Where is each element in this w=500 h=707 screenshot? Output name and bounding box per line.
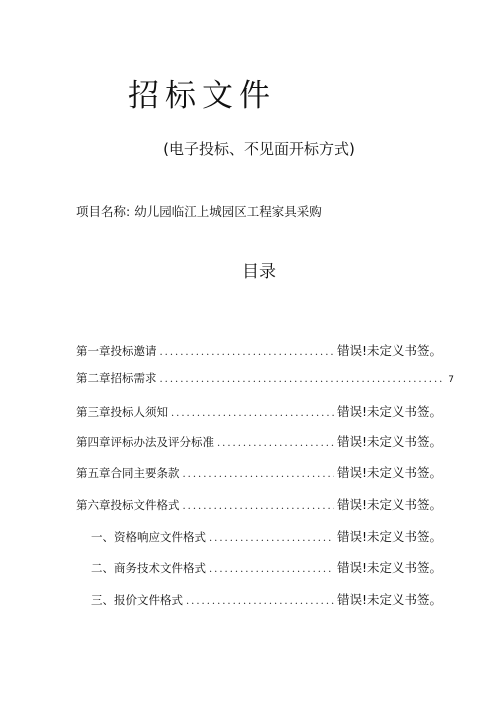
toc-entry[interactable] — [91, 558, 442, 576]
toc-dot-leader — [183, 501, 334, 512]
document-subtitle: (电子投标、不见面开标方式) — [163, 140, 355, 158]
toc-page-ref: 错误!未定义书签。 — [336, 529, 442, 544]
toc-dot-leader — [183, 469, 334, 480]
toc-page-ref: 错误!未定义书签。 — [336, 560, 442, 575]
toc-entry-title: 第一章投标邀请 — [76, 344, 157, 358]
toc-dot-leader — [186, 596, 334, 607]
toc-dot-leader — [217, 438, 334, 449]
toc-entry[interactable] — [76, 370, 454, 388]
toc-page-ref: 错误!未定义书签。 — [336, 465, 442, 480]
toc-entry-title: 二、商务技术文件格式 — [91, 561, 206, 575]
toc-entry-title: 一、资格响应文件格式 — [91, 530, 206, 544]
toc-entry-title: 三、报价文件格式 — [91, 593, 183, 607]
project-name-value: 幼儿园临江上城园区工程家具采购 — [134, 204, 322, 219]
toc-entry-title: 第四章评标办法及评分标准 — [76, 435, 214, 449]
toc-heading: 目录 — [242, 262, 276, 282]
toc-entry[interactable] — [76, 495, 442, 513]
toc-page-ref: 错误!未定义书签。 — [336, 434, 442, 449]
toc-dot-leader — [209, 533, 334, 544]
toc-entry-title: 第六章投标文件格式 — [76, 498, 180, 512]
toc-entry[interactable] — [76, 341, 442, 359]
toc-dot-leader — [160, 347, 334, 358]
toc-entry[interactable] — [91, 527, 442, 545]
toc-page-ref: 错误!未定义书签。 — [336, 343, 442, 358]
toc-dot-leader — [171, 408, 334, 419]
toc-page-ref: 7 — [448, 375, 454, 385]
document-title: 招标文件 — [128, 78, 276, 114]
toc-entry[interactable] — [91, 590, 442, 608]
toc-page-ref: 错误!未定义书签。 — [336, 592, 442, 607]
toc-entry-title: 第五章合同主要条款 — [76, 466, 180, 480]
toc-dot-leader — [160, 374, 446, 385]
toc-entry[interactable] — [76, 432, 442, 450]
toc-page-ref: 错误!未定义书签。 — [336, 497, 442, 512]
toc-entry[interactable] — [76, 463, 442, 481]
toc-entry-title: 第二章招标需求 — [76, 371, 157, 385]
toc-page-ref: 错误!未定义书签。 — [336, 404, 442, 419]
project-name-label: 项目名称: — [76, 204, 131, 219]
toc-entry[interactable] — [76, 402, 442, 420]
toc-dot-leader — [209, 564, 334, 575]
toc-entry-title: 第三章投标人须知 — [76, 405, 168, 419]
